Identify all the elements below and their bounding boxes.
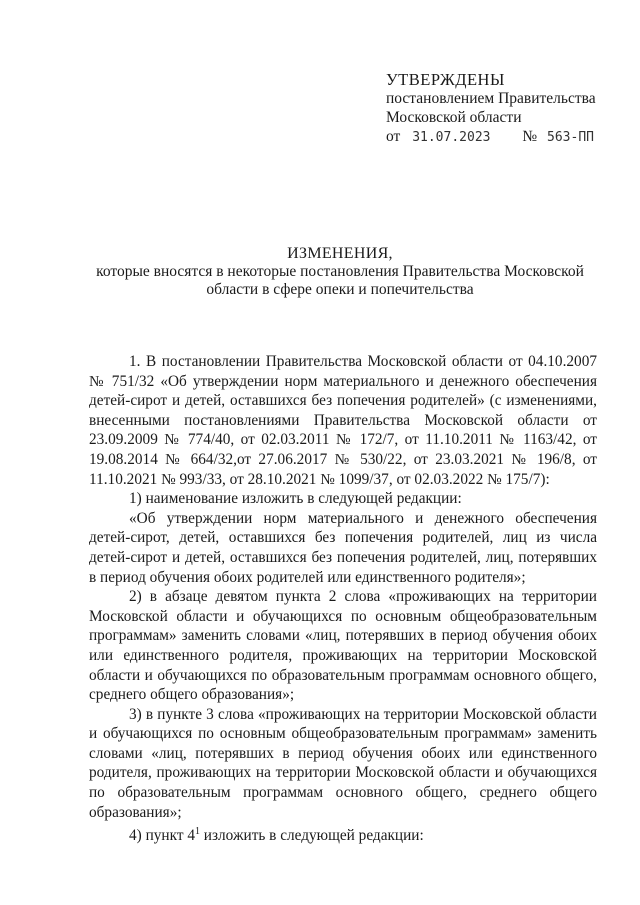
approval-date: 31.07.2023 <box>412 130 491 145</box>
approval-line-2: Московской области <box>386 109 522 126</box>
approval-date-line <box>386 127 596 147</box>
title-subtitle-line-2: области в сфере опеки и попечительства <box>206 281 474 298</box>
paragraph-2: 1) наименование изложить в следующей редакции: <box>129 490 462 508</box>
item-4-superscript: 1 <box>194 826 200 838</box>
paragraph-6 <box>89 822 597 846</box>
approval-number: 563-ПП <box>547 130 594 145</box>
item-4-suffix: изложить в следующей редакции: <box>199 827 424 845</box>
item-4-prefix: 4) пункт 4 <box>129 827 195 845</box>
date-prefix: от <box>386 128 401 145</box>
document-title <box>60 245 620 299</box>
approval-heading: УТВЕРЖДЕНЫ <box>386 70 505 89</box>
title-main: ИЗМЕНЕНИЯ, <box>287 245 393 262</box>
paragraph-4: 2) в абзаце девятом пункта 2 слова «проживающих на территории Московской области и обучающихся по основным общеобразовательным программам» заменить словами «лиц, потерявших в период обучения обоих или единственного родителя, проживающих на территории Московской области и обучающихся по образовательным программам основного общего, среднего общего образования»; <box>89 588 597 704</box>
paragraph-1: 1. В постановлении Правительства Московской области от 04.10.2007 № 751/32 «Об утверждении норм материального и денежного обеспечения детей-сирот и детей, оставшихся без попечения родителей» (с изменениями, внесенными постановлениями Правительства Московской области от 23.09.2009 № 774/40, от 02.03.2011 № 172/7, от 11.10.2011 № 1163/42, от 19.08.2014 № 664/32,от 27.06.2017 № 530/22, от 23.03.2021 № 196/8, от 11.10.2021 № 993/33, от 28.10.2021 № 1099/37, от 02.03.2022 № 175/7): <box>89 353 597 488</box>
paragraph-5: 3) в пункте 3 слова «проживающих на территории Московской области и обучающихся по основным общеобразовательным программам» заменить словами «лиц, потерявших в период обучения обоих или единственного родителя, проживающих на территории Московской области и обучающихся по образовательным программам основного общего, среднего общего образования»; <box>89 705 597 821</box>
approval-block <box>386 70 596 147</box>
paragraph-3: «Об утверждении норм материального и денежного обеспечения детей-сирот, детей, оставшихся без попечения родителей, лиц из числа детей-сирот и детей, оставшихся без попечения родителей, лиц, потерявших в период обучения обоих родителей или единственного родителя»; <box>89 509 597 586</box>
approval-line-1: постановлением Правительства <box>386 90 596 107</box>
document-body <box>89 352 597 846</box>
title-subtitle-line-1: которые вносятся в некоторые постановления Правительства Московской <box>96 263 584 280</box>
number-prefix: № <box>522 128 538 145</box>
